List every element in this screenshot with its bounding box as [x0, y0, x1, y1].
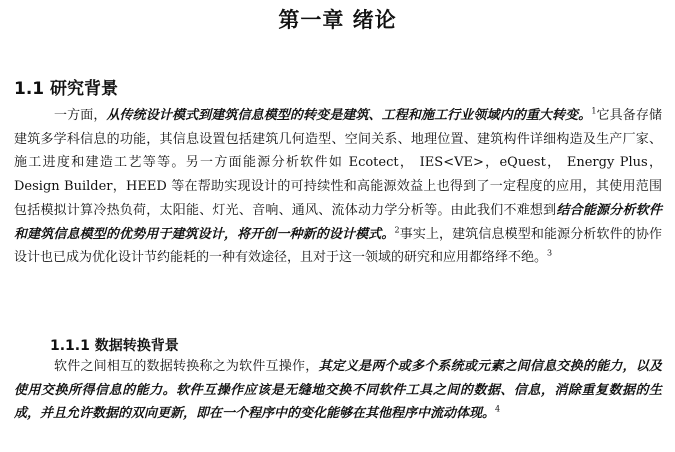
- footnote-marker: 3: [547, 248, 553, 258]
- emphasized-text: 其定义是两个或多个系统或元素之间信息交换的能力，以及使用交换所得信息的能力。软件互操作应该是无缝地交换不同软件工具之间的数据、信息，消除重复数据的生成，并且允许数据的双向更新，即在一个程序中的变化能够在其他程序中流动体现。: [14, 359, 662, 422]
- emphasized-text: 结合能源分析软件和建筑信息模型的优势用于建筑设计，将开创一种新的设计模式。: [14, 202, 662, 242]
- paragraph-text: 软件之间相互的数据转换称之为软件互操作，: [54, 359, 319, 374]
- footnote-marker: 2: [394, 225, 400, 235]
- section-heading: 1.1 研究背景: [14, 79, 119, 99]
- chapter-title: 第一章 绪论: [278, 8, 397, 32]
- footnote-marker: 4: [495, 405, 501, 415]
- emphasized-text: 从传统设计模式到建筑信息模型的转变是建筑、工程和施工行业领域内的重大转变。: [106, 108, 592, 123]
- footnote-marker: 1: [591, 106, 597, 116]
- paragraph-text: 一方面，: [54, 108, 107, 123]
- background-paragraph: [14, 104, 662, 270]
- paragraph-text: 事实上，建筑信息模型和能源分析软件的协作设计也已成为优化设计节约能耗的一种有效途径，且对于这一领域的研究和应用都络绎不绝。: [14, 226, 662, 266]
- subsection-heading: 1.1.1 数据转换背景: [50, 338, 179, 354]
- data-conversion-paragraph: [14, 355, 662, 426]
- paragraph-text: 它具备存储建筑多学科信息的功能，其信息设置包括建筑几何造型、空间关系、地理位置、建筑构件详细构造及生产厂家、施工进度和建造工艺等等。另一方面能源分析软件如 Ecotect， IES<VE>，eQuest， Energy Plus， Design Builder，HEED 等在帮助实现设计的可持续性和高能源效益上也得到了一定程度的应用，其使用范围包括模拟计算冷热负荷，太阳能、灯光、音响、通风、流体动力学分析等。由此我们不难想到: [14, 108, 662, 218]
